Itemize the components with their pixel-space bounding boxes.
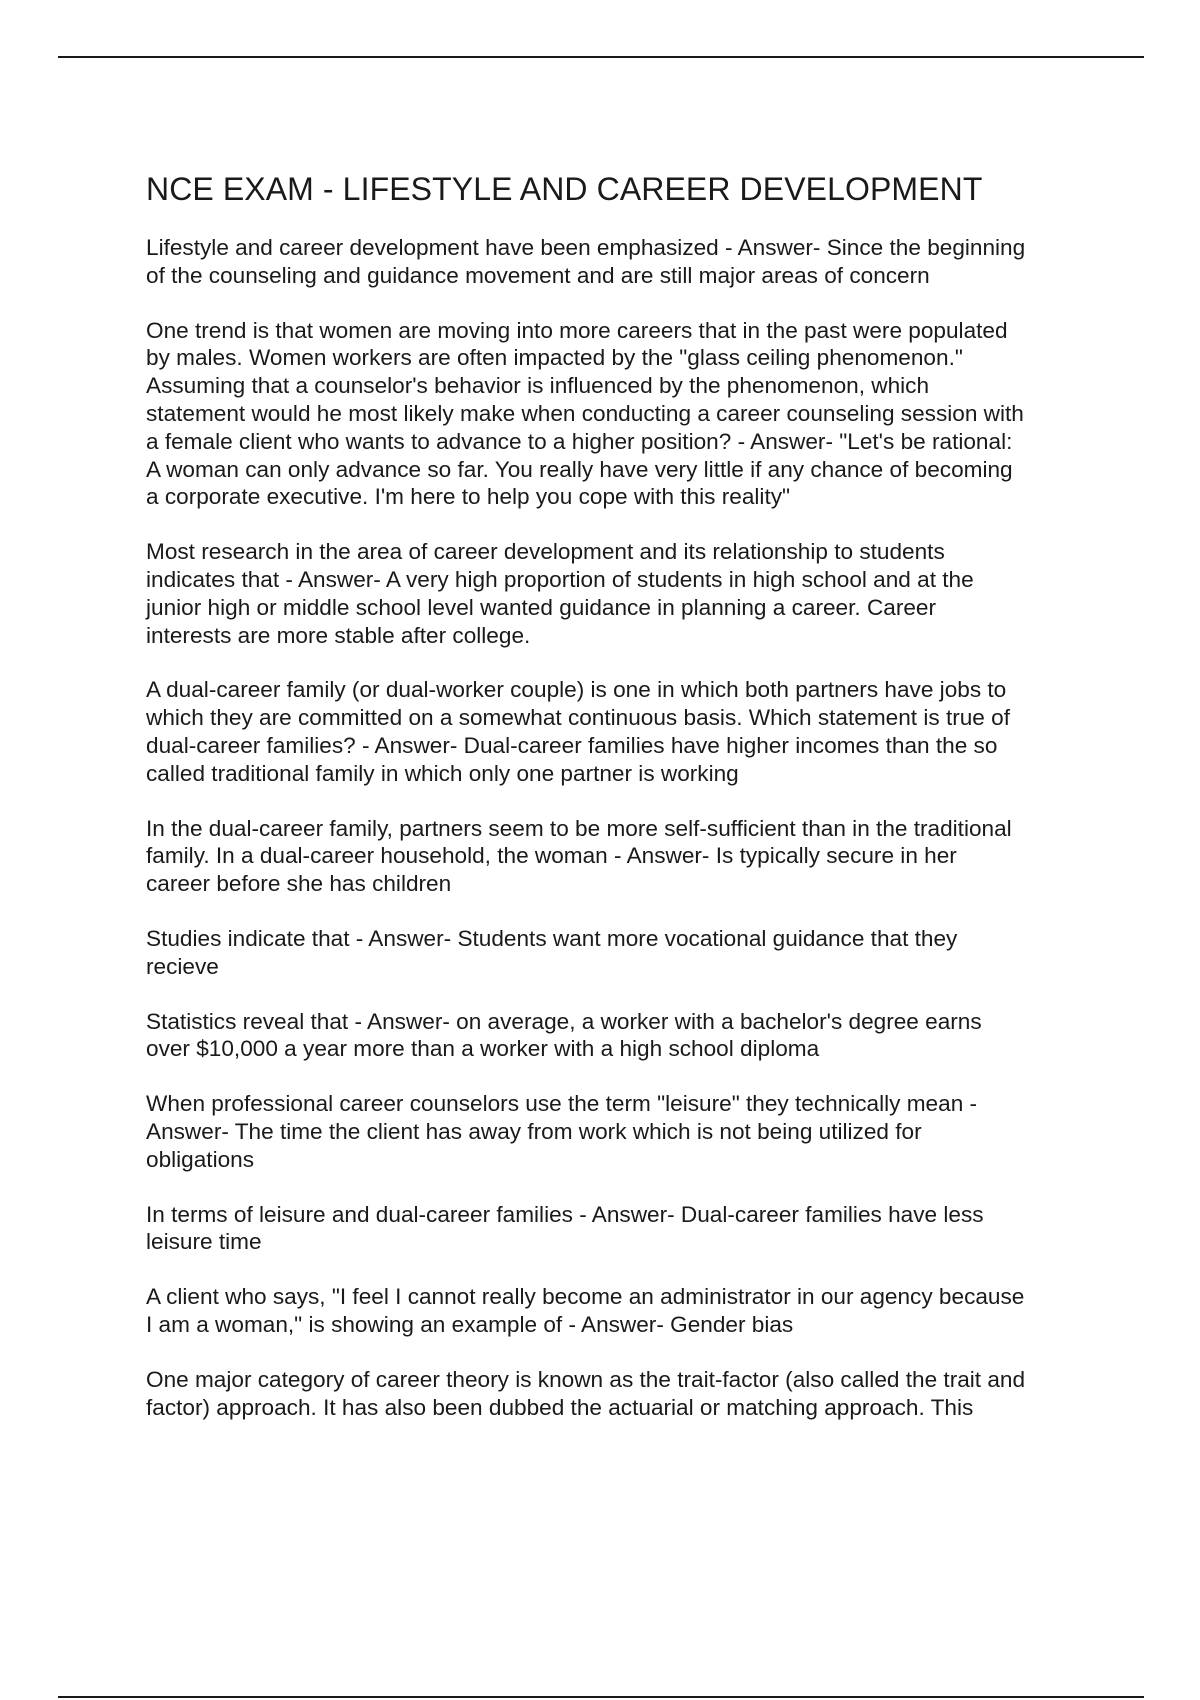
qa-paragraph: Studies indicate that - Answer- Students want more vocational guidance that they recieve bbox=[146, 925, 958, 979]
footer-rule bbox=[58, 1696, 1144, 1698]
document-title: NCE EXAM - LIFESTYLE AND CAREER DEVELOPMENT bbox=[146, 171, 983, 207]
document-page bbox=[146, 169, 1096, 1448]
header-rule bbox=[58, 56, 1144, 58]
qa-paragraph: In the dual-career family, partners seem to be more self-sufficient than in the traditional family. In a dual-career household, the woman - Answer- Is typically secure in her career before she has children bbox=[146, 815, 1012, 897]
qa-paragraph: One major category of career theory is known as the trait-factor (also called the trait and factor) approach. It has also been dubbed the actuarial or matching approach. This bbox=[146, 1366, 1026, 1420]
qa-paragraph: Statistics reveal that - Answer- on average, a worker with a bachelor's degree earns over $10,000 a year more than a worker with a high school diploma bbox=[146, 1008, 982, 1062]
qa-paragraph: A client who says, "I feel I cannot really become an administrator in our agency because I am a woman," is showing an example of - Answer- Gender bias bbox=[146, 1284, 1025, 1337]
qa-paragraph: One trend is that women are moving into more careers that in the past were populated by males. Women workers are often impacted by the "glass ceiling phenomenon." Assuming that a counselor's behavior is influenced by the phenomenon, which statement would he most likely make when conducting a career counseling session with a female client who wants to advance to a higher position? - Answer- "Let's be rational: A woman can only advance so far. You really have very little if any chance of becoming a corporate executive. I'm here to help you cope with this reality" bbox=[146, 317, 1024, 510]
qa-paragraph: In terms of leisure and dual-career families - Answer- Dual-career families have less leisure time bbox=[146, 1201, 984, 1255]
qa-paragraph: Lifestyle and career development have been emphasized - Answer- Since the beginning of the counseling and guidance movement and are still major areas of concern bbox=[146, 235, 1026, 288]
qa-paragraph: When professional career counselors use the term "leisure" they technically mean - Answer- The time the client has away from work which is not being utilized for obligations bbox=[146, 1091, 978, 1172]
qa-paragraph: A dual-career family (or dual-worker couple) is one in which both partners have jobs to which they are committed on a somewhat continuous basis. Which statement is true of dual-career families? - Answer- Dual-career families have higher incomes than the so called traditional family in which only one partner is working bbox=[146, 677, 1010, 786]
qa-paragraph: Most research in the area of career development and its relationship to students indicates that - Answer- A very high proportion of students in high school and at the junior high or middle school level wanted guidance in planning a career. Career interests are more stable after college. bbox=[146, 539, 974, 648]
